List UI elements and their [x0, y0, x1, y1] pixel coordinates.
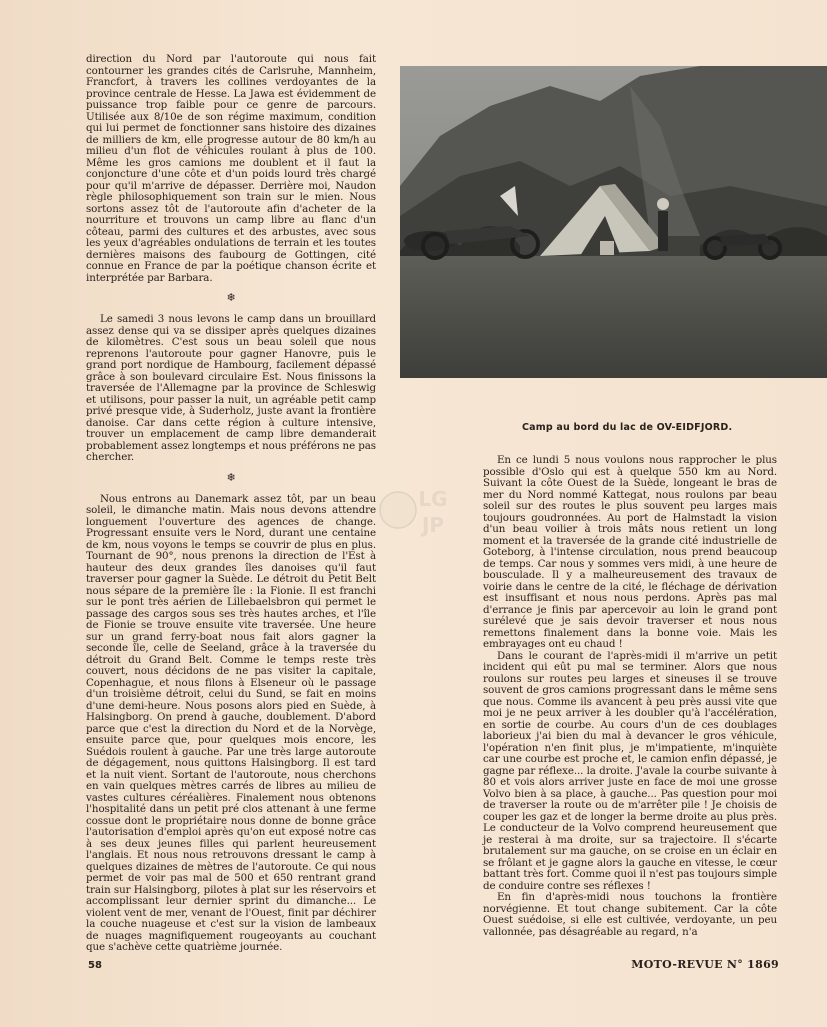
- photo-caption: Camp au bord du lac de OV-EIDFJORD.: [522, 422, 733, 433]
- article-paragraph: Nous entrons au Danemark assez tôt, par un beau soleil, le dimanche matin. Mais nous devons attendre longuement l'ouverture des agences de change. Progressant ensuite vers le Nord, durant une centaine de km, nous voyons le temps se couvrir de plus en plus. Tournant de 90°, nous prenons la direction de l'Est à hauteur des deux grandes îles danoises qu'il faut traverser pour gagner la Suède. Le détroit du Petit Belt nous sépare de la première île : la Fionie. Il est franchi sur le pont très aérien de Lillebaelsbron qui permet le passage des cargos sous ses très hautes arches, et l'île de Fionie se trouve ensuite vite traversée. Une heure sur un grand ferry-boat nous fait alors gagner la seconde île, celle de Seeland, grâce à la traversée du détroit du Grand Belt. Comme le temps reste très couvert, nous décidons de ne pas visiter la capitale, Copenhague, et nous filons à Elseneur où le passage d'un troisième détroit, celui du Sund, se fait en moins d'une demi-heure. Nous posons alors pied en Suède, à Halsingborg. On prend à gauche, doublement. D'abord parce que c'est la direction du Nord et de la Norvège, ensuite parce que, pour quelques mois encore, les Suédois roulent à gauche. Par une très large autoroute de dégagement, nous quittons Halsingborg. Il est tard et la nuit vient. Sortant de l'autoroute, nous cherchons en vain quelques mètres carrés de libres au milieu de vastes cultures céréalières. Finalement nous obtenons l'hospitalité dans un petit pré clos attenant à une ferme cossue dont le propriétaire nous donne de bonne grâce l'autorisation d'emploi après qu'on eut exposé notre cas à ses deux jeunes filles qui parlent heureusement l'anglais. Et nous nous retrouvons dressant le camp à quelques dizaines de mètres de l'autoroute. Ce qui nous permet de voir pas mal de 500 et 650 rentrant grand train sur Halsingborg, pilotes à plat sur les réservoirs et accomplissant leur dernier sprint du dimanche... Le violent vent de mer, venant de l'Ouest, finit par déchirer la couche nuageuse et c'est sur la vision de lambeaux de nuages magnifiquement rougeoyants au couchant que s'achève cette quatrième journée.: [86, 492, 376, 953]
- article-paragraph: direction du Nord par l'autoroute qui nous fait contourner les grandes cités de Carlsruhe, Mannheim, Francfort, à travers les collines verdoyantes de la province centrale de Hesse. La Jawa est évidemment de puissance trop faible pour ce genre de parcours. Utilisée aux 8/10e de son régime maximum, condition qui lui permet de fonctionner sans histoire des dizaines de milliers de km, elle progresse autour de 80 km/h au milieu d'un flot de véhicules roulant à plus de 100. Même les gros camions me doublent et il faut la conjoncture d'une côte et d'un poids lourd très chargé pour qu'il m'arrive de dépasser. Derrière moi, Naudon règle philosophiquement son train sur le mien. Nous sortons assez tôt de l'autoroute afin d'acheter de la nourriture et trouvons un camp libre au flanc d'un côteau, parmi des cultures et des arbustes, avec sous les yeux d'agréables ondulations de terrain et les toutes dernières maisons des faubourg de Gottingen, cité connue en France de par la poétique chanson écrite et interprétée par Barbara.: [86, 53, 376, 284]
- watermark-text-top: LG: [418, 487, 448, 511]
- magazine-issue: MOTO-REVUE N° 1869: [631, 958, 779, 971]
- campsite-photo: [400, 66, 827, 378]
- article-paragraph: Dans le courant de l'après-midi il m'arrive un petit incident qui eût pu mal se terminer. Alors que nous roulons sur routes peu larges et sineuses il se trouve souvent de gros camions progressant dans le même sens que nous. Comme ils avancent à peu près aussi vite que moi je ne peux arriver à les doubler qu'à l'accélération, en sortie de courbe. Au cours d'un de ces doublages laborieux j'ai bien du mal à devancer le gros véhicule, l'opération n'en finit plus, je m'impatiente, m'inquiète car une courbe est proche et, le camion enfin dépassé, je gagne par réflexe... la droite. J'avale la courbe suivante à 80 et vois alors arriver juste en face de moi une grosse Volvo bien à sa place, à gauche... Pas question pour moi de traverser la route ou de m'arrêter pile ! Je choisis de couper les gaz et de longer la berme droite au plus près. Le conducteur de la Volvo comprend heureusement que je resterai à ma droite, sur sa trajectoire. Il s'écarte brutalement sur ma gauche, on se croise en un éclair en se frôlant et je gagne alors la gauche en vitesse, le cœur battant très fort. Comme quoi il n'est pas toujours simple de conduire contre ses réflexes !: [483, 649, 777, 892]
- article-paragraph: En ce lundi 5 nous voulons nous rapprocher le plus possible d'Oslo qui est à quelque 550 km au Nord. Suivant la côte Ouest de la Suède, longeant le bras de mer du Nord nommé Kattegat, nous roulons par beau soleil sur des routes le plus souvent peu larges mais toujours goudronnées. Au port de Halmstadt la vision d'un beau voilier à trois mâts nous retient un long moment et la traversée de la grande cité industrielle de Goteborg, à l'intense circulation, nous prend beaucoup de temps. Car nous y sommes vers midi, à une heure de bousculade. Il y a malheureusement des travaux de voirie dans le centre de la cité, le fléchage de dérivation est insuffisant et nous nous perdons. Après pas mal d'errance je finis par apercevoir au loin le grand pont surélevé que je sais devoir traverser et nous nous remettons finalement dans la bonne voie. Mais les embrayages ont eu chaud !: [483, 454, 777, 650]
- article-paragraph: En fin d'après-midi nous touchons la frontière norvégienne. Et tout change subitement. Car la côte Ouest suédoise, si elle est cultivée, verdoyante, un peu vallonnée, pas désagréable au regard, n'a: [483, 891, 777, 938]
- left-text-column: [86, 54, 376, 954]
- article-paragraph: Le samedi 3 nous levons le camp dans un brouillard assez dense qui va se dissiper après quelques dizaines de kilomètres. C'est sous un beau soleil que nous reprenons l'autoroute pour gagner Hanovre, puis le grand port nordique de Hambourg, facilement dépassé grâce à son boulevard circulaire Est. Nous finissons la traversée de l'Allemagne par la province de Schleswig et utilisons, pour passer la nuit, un agréable petit camp privé presque vide, à Suderholz, juste avant la frontière danoise. Car dans cette région à culture intensive, trouver un emplacement de camp libre demanderait probablement assez longtemps et nous préférons ne pas chercher.: [86, 313, 376, 463]
- right-text-column: [483, 455, 777, 938]
- watermark-logo: [378, 480, 458, 542]
- watermark-text-bottom: JP: [421, 513, 445, 537]
- page-number: 58: [88, 960, 102, 971]
- section-separator: ❄: [226, 470, 236, 484]
- section-separator: ❄: [226, 291, 236, 304]
- campsite-photo-illustration: [400, 66, 827, 378]
